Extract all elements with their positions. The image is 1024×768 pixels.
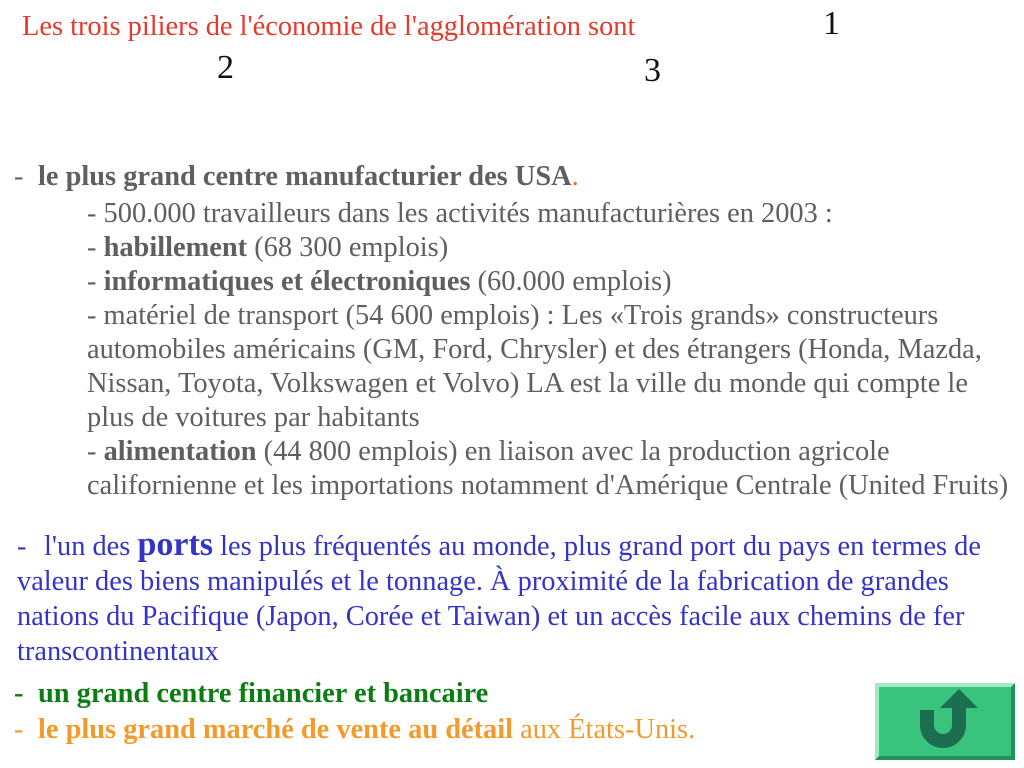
detail-transport-cont: plus de voitures par habitants [87, 402, 420, 433]
finance-pillar [14, 677, 488, 711]
slide-title: Les trois piliers de l'économie de l'agglomération sont [22, 11, 636, 42]
detail-category: habillement [103, 232, 248, 263]
return-button[interactable] [875, 683, 1015, 760]
detail-transport-cont: automobiles américains (GM, Ford, Chrysler) et des étrangers (Honda, Mazda, [87, 334, 982, 365]
detail-clothing [87, 231, 1008, 265]
ports-line: nations du Pacifique (Japon, Corée et Taiwan) et un accès facile aux chemins de fer [17, 601, 965, 632]
detail-transport-cont: Nissan, Toyota, Volkswagen et Volvo) LA est la ville du monde qui compte le [87, 368, 968, 399]
detail-dash: - [87, 266, 104, 297]
detail-workers: - 500.000 travailleurs dans les activités manufacturières en 2003 : [87, 198, 833, 229]
ports-text-after: les plus fréquentés au monde, plus grand port du pays en termes de [213, 531, 981, 562]
manufacturing-heading-text: le plus grand centre manufacturier des USA [38, 161, 572, 192]
bullet-dash: - [17, 531, 27, 562]
detail-dash: - [87, 436, 104, 467]
detail-transport: - matériel de transport (54 600 emplois) : Les «Trois grands» constructeurs [87, 300, 939, 331]
detail-food [87, 435, 1008, 469]
ports-line [17, 526, 981, 564]
detail-food-cont: californienne et les importations notamment d'Amérique Centrale (United Fruits) [87, 470, 1009, 501]
manufacturing-heading [14, 160, 579, 194]
marker-2: 2 [217, 49, 234, 86]
retail-text-bold: le plus grand marché de vente au détail [38, 714, 514, 745]
marker-3: 3 [644, 52, 661, 89]
detail-jobs: (44 800 emplois) en liaison avec la production agricole [256, 436, 890, 467]
finance-text: un grand centre financier et bancaire [38, 678, 489, 709]
manufacturing-details [87, 197, 1008, 503]
ports-paragraph [17, 526, 981, 669]
ports-line: valeur des biens manipulés et le tonnage. À proximité de la fabrication de grandes [17, 566, 949, 597]
ports-text-before: l'un des [44, 531, 138, 562]
heading-period: . [571, 161, 579, 192]
detail-category: informatiques et électroniques [103, 266, 471, 297]
retail-pillar [14, 713, 695, 747]
bullet-dash: - [14, 678, 24, 709]
marker-1: 1 [823, 5, 840, 42]
bullet-dash: - [14, 714, 24, 745]
detail-jobs: (60.000 emplois) [470, 266, 672, 297]
ports-line: transcontinentaux [17, 636, 219, 667]
u-turn-return-icon[interactable] [875, 683, 1015, 760]
bullet-dash: - [14, 161, 24, 192]
detail-electronics [87, 265, 1008, 299]
retail-text: aux États-Unis. [513, 714, 696, 745]
detail-dash: - [87, 232, 104, 263]
detail-category: alimentation [103, 436, 257, 467]
ports-keyword: ports [137, 526, 213, 563]
detail-jobs: (68 300 emplois) [247, 232, 449, 263]
